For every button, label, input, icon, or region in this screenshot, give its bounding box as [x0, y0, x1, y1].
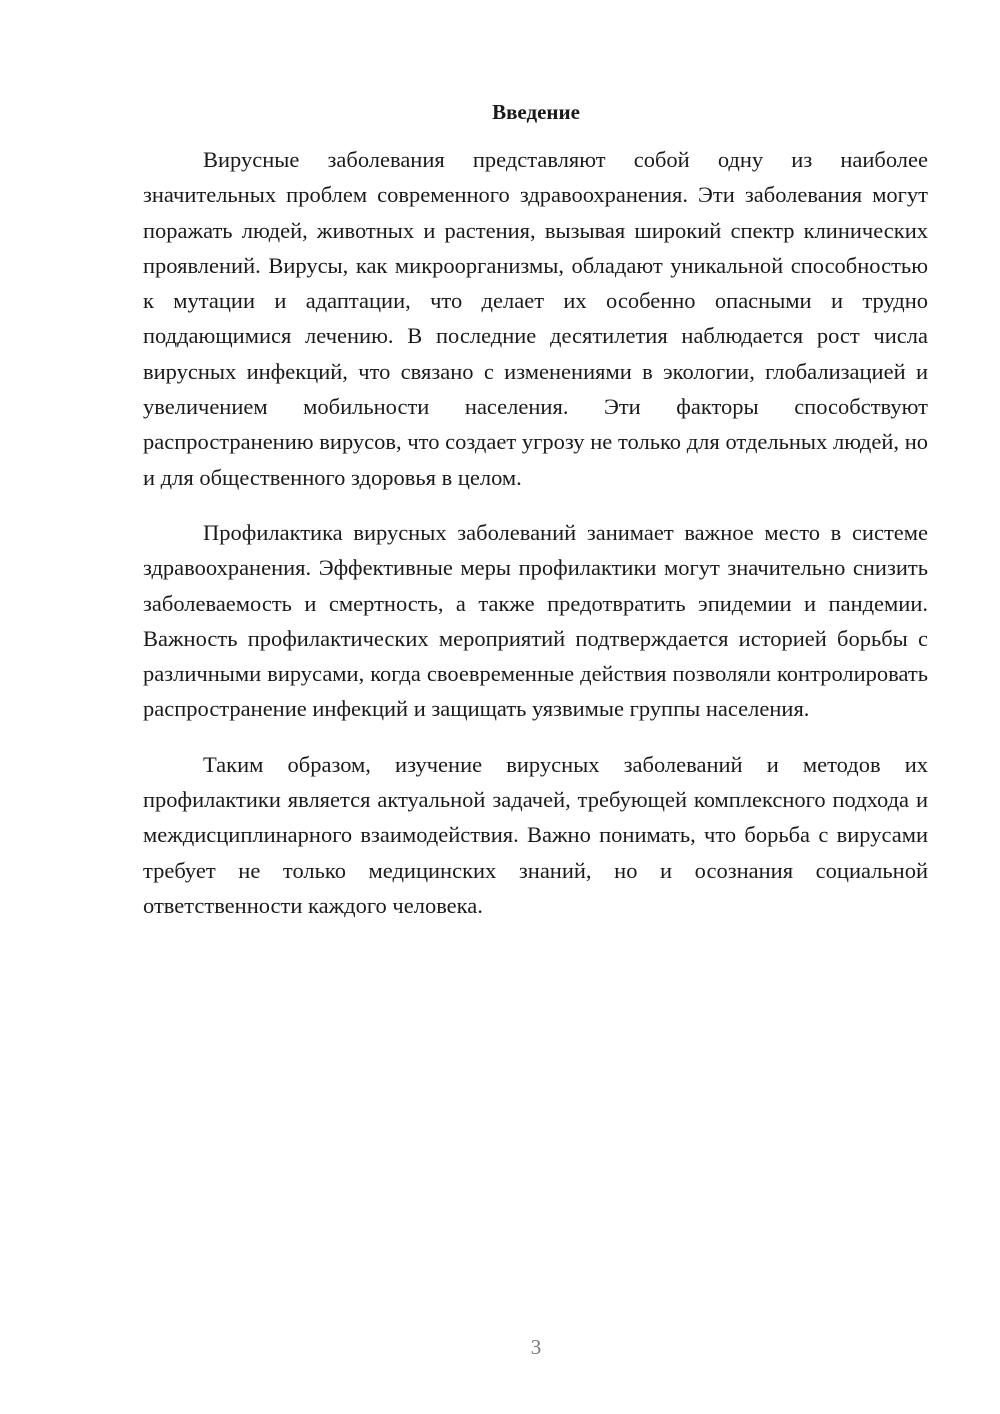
page-number: 3: [530, 1335, 542, 1359]
page-title: Введение: [492, 100, 580, 124]
body-text: [143, 142, 928, 943]
paragraph-3: Таким образом, изучение вирусных заболеваний и методов их профилактики является актуальной задачей, требующей комплексного подхода и междисциплинарного взаимодействия. Важно понимать, что борьба с вирусами требует не только медицинских знаний, но и осознания социальной ответственности каждого человека.: [143, 751, 928, 918]
paragraph-1: Вирусные заболевания представляют собой одну из наиболее значительных проблем современного здравоохранения. Эти заболевания могут поражать людей, животных и растения, вызывая широкий спектр клинических проявлений. Вирусы, как микроорганизмы, обладают уникальной способностью к мутации и адаптации, что делает их особенно опасными и трудно поддающимися лечению. В последние десятилетия наблюдается рост числа вирусных инфекций, что связано с изменениями в экологии, глобализацией и увеличением мобильности населения. Эти факторы способствуют распространению вирусов, что создает угрозу не только для отдельных людей, но и для общественного здоровья в целом.: [143, 147, 928, 490]
paragraph-2: Профилактика вирусных заболеваний занимает важное место в системе здравоохранения. Эффективные меры профилактики могут значительно снизить заболеваемость и смертность, а также предотвратить эпидемии и пандемии. Важность профилактических мероприятий подтверждается историей борьбы с различными вирусами, когда своевременные действия позволяли контролировать распространение инфекций и защищать уязвимые группы населения.: [143, 519, 928, 722]
